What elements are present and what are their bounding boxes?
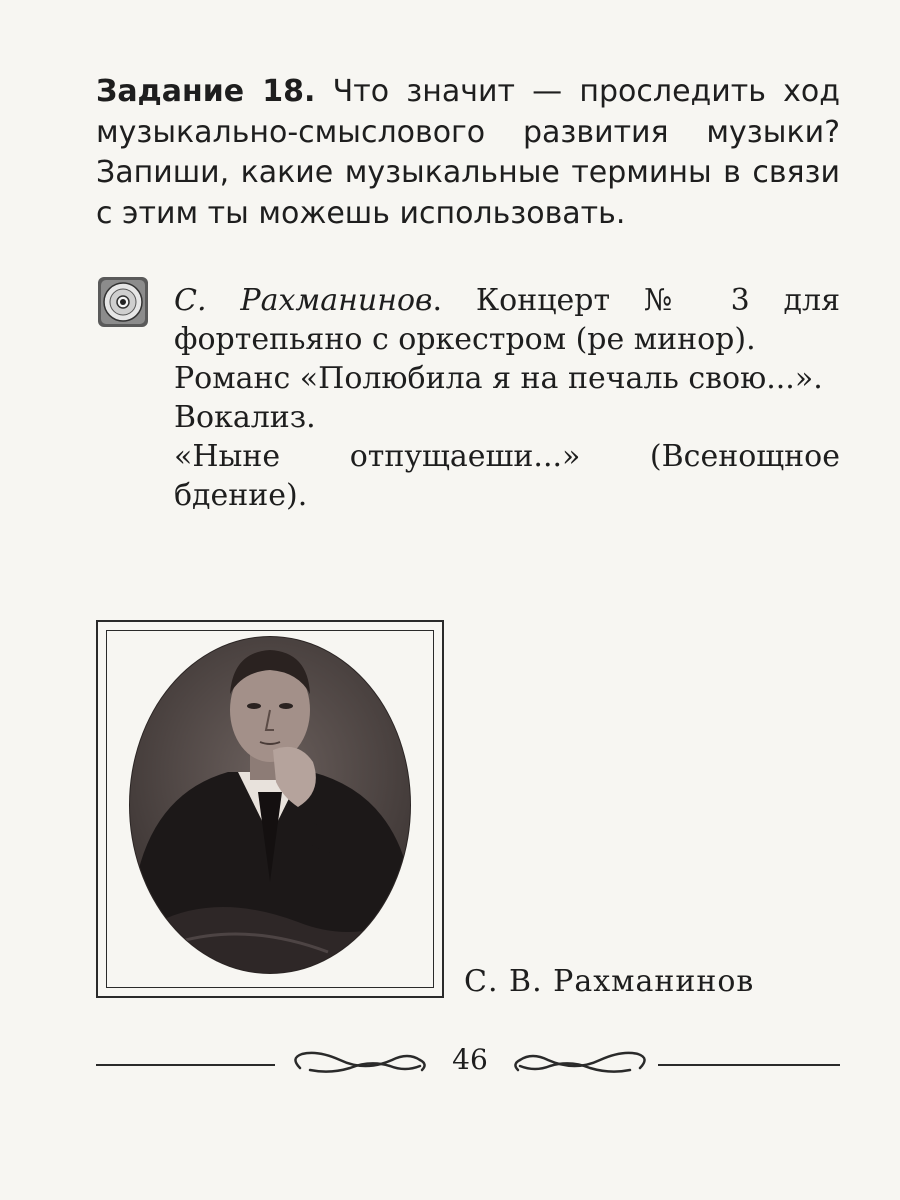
portrait-caption: С. В. Рахманинов <box>464 964 755 999</box>
listening-item: «Ныне отпущаеши...» (Всенощное бдение). <box>174 439 840 513</box>
listening-list <box>174 281 840 515</box>
task-paragraph <box>96 72 840 234</box>
portrait-frame <box>96 620 444 998</box>
listening-item: Вокализ. <box>174 400 316 435</box>
audio-disc-icon <box>97 276 149 328</box>
listening-item: С. Рахманинов. Концерт № 3 для фортепьяно с оркестром (ре минор). <box>174 283 841 357</box>
task-label: Задание 18. <box>96 74 316 109</box>
task-text: Что значит — проследить ход музыкально-смыслового развития музыки? Запиши, какие музыкальные термины в связи с этим ты можешь использовать. <box>96 74 840 231</box>
portrait-photo <box>98 622 442 996</box>
page-number: 46 <box>452 1043 488 1076</box>
listening-item: Романс «Полюбила я на печаль свою...». <box>174 361 823 396</box>
composer-name: С. Рахманинов <box>174 283 433 318</box>
